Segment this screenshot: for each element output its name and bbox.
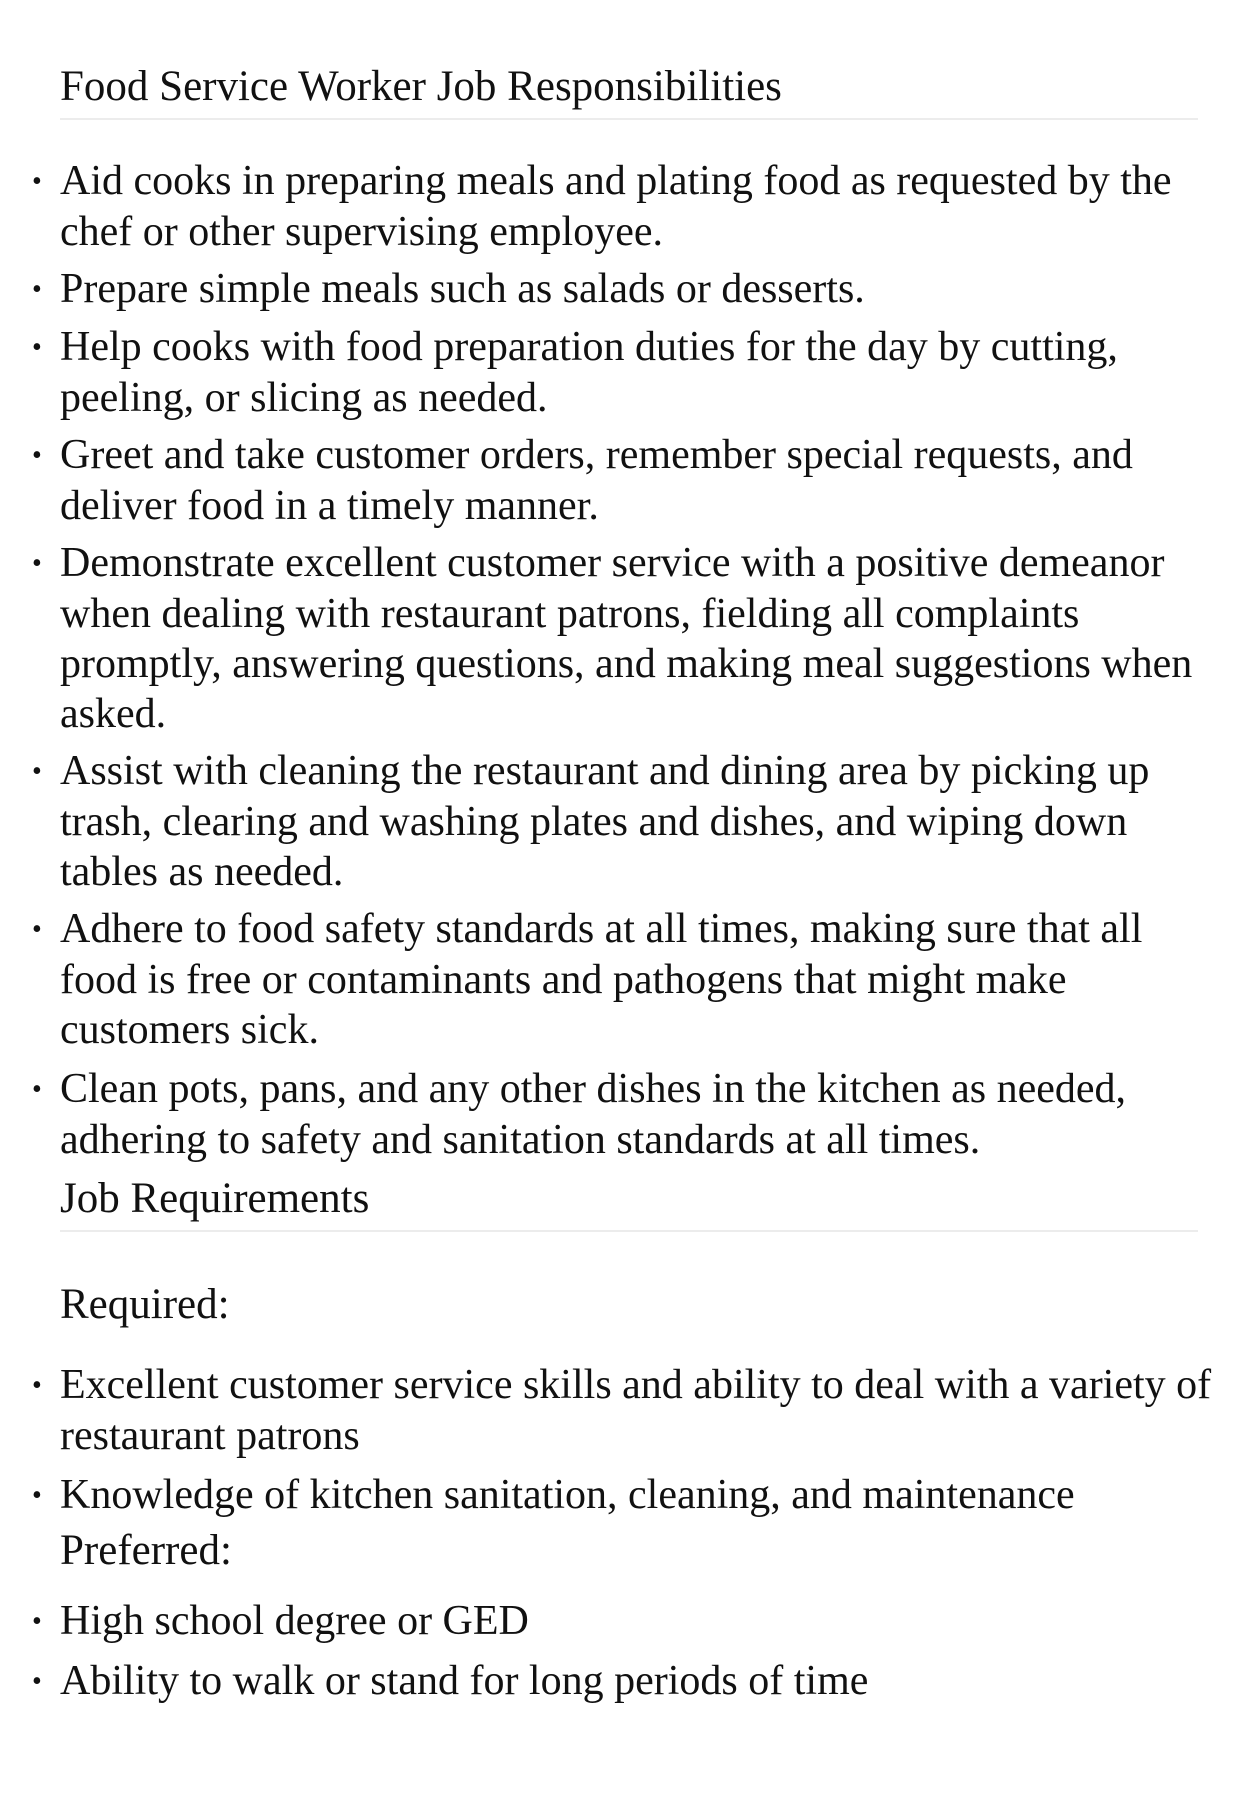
list-item: • Help cooks with food preparation duties for the day by cutting, peeling, or slicing as needed. bbox=[32, 324, 1118, 421]
list-item: • Clean pots, pans, and any other dishes in the kitchen as needed, adhering to safety and sanitation standards at all times. bbox=[32, 1066, 1127, 1163]
list-item: • Aid cooks in preparing meals and plating food as requested by the chef or other supervising employee. bbox=[32, 158, 1172, 255]
bullet: • bbox=[32, 914, 42, 945]
list-item: • Demonstrate excellent customer service with a positive demeanor when dealing with restaurant patrons, fielding all complaints promptly, answering questions, and making meal suggestions when asked. bbox=[32, 540, 1193, 737]
bullet: • bbox=[32, 1370, 42, 1401]
list-item: • Greet and take customer orders, remember special requests, and deliver food in a timely manner. bbox=[32, 432, 1133, 529]
list-item: • Excellent customer service skills and ability to deal with a variety of restaurant patrons bbox=[32, 1362, 1212, 1459]
required-label: Required: bbox=[60, 1281, 230, 1328]
bullet: • bbox=[32, 166, 42, 197]
responsibilities-heading: Food Service Worker Job Responsibilities bbox=[60, 62, 1198, 120]
list-item: • High school degree or GED bbox=[12, 1596, 1212, 1647]
requirements-heading: Job Requirements bbox=[60, 1174, 1198, 1232]
bullet: • bbox=[32, 274, 42, 305]
list-item: • Prepare simple meals such as salads or desserts. bbox=[12, 264, 1212, 315]
bullet: • bbox=[32, 1666, 42, 1697]
bullet: • bbox=[32, 332, 42, 363]
list-item: • Knowledge of kitchen sanitation, cleaning, and maintenance bbox=[12, 1470, 1212, 1521]
list-item: • Assist with cleaning the restaurant and dining area by picking up trash, clearing and washing plates and dishes, and wiping down tables as needed. bbox=[32, 748, 1150, 895]
preferred-label: Preferred: bbox=[60, 1527, 232, 1574]
bullet: • bbox=[32, 1074, 42, 1105]
list-item: • Ability to walk or stand for long periods of time bbox=[12, 1656, 1212, 1707]
bullet: • bbox=[32, 440, 42, 471]
bullet: • bbox=[32, 756, 42, 787]
bullet: • bbox=[32, 1480, 42, 1511]
bullet: • bbox=[32, 548, 42, 579]
list-item: • Adhere to food safety standards at all times, making sure that all food is free or contaminants and pathogens that might make customers sick. bbox=[32, 906, 1143, 1053]
bullet: • bbox=[32, 1606, 42, 1637]
